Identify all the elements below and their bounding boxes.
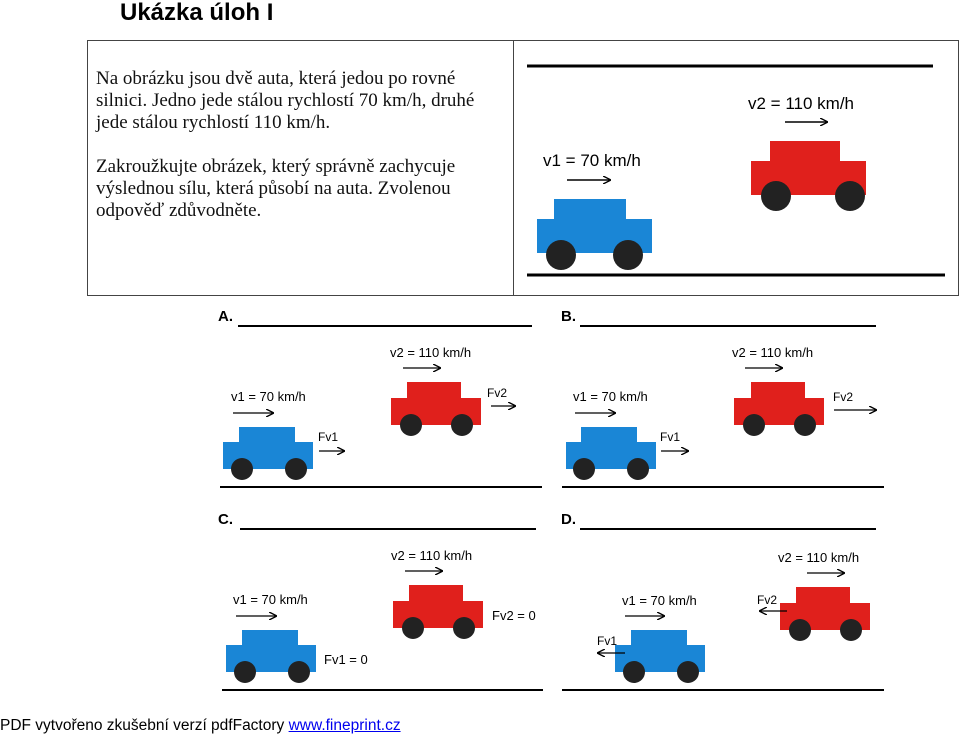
red-car xyxy=(393,585,483,639)
task-paragraph-1: Na obrázku jsou dvě auta, která jedou po rovné silnici. Jedno jede stálou rychlostí 70 km/h, druhé jede stálou rychlostí 110 km/h. xyxy=(96,68,475,133)
red-car xyxy=(391,382,481,436)
option-letter: B. xyxy=(561,308,576,325)
red-car xyxy=(780,587,870,641)
footer-link[interactable]: www.fineprint.cz xyxy=(288,717,401,734)
option-letter: A. xyxy=(218,308,233,325)
option-v1-label: v1 = 70 km/h xyxy=(573,389,648,404)
option-b[interactable] xyxy=(561,308,884,487)
option-v2-label: v2 = 110 km/h xyxy=(390,345,472,360)
option-v1-label: v1 = 70 km/h xyxy=(622,593,697,608)
blue-car xyxy=(566,427,656,480)
option-f2-label: Fv2 xyxy=(757,593,778,607)
option-v2-label: v2 = 110 km/h xyxy=(778,550,860,565)
red-car xyxy=(734,382,824,436)
blue-car xyxy=(226,630,316,683)
main-v2-label: v2 = 110 km/h xyxy=(748,94,854,113)
option-f2-label: Fv2 xyxy=(833,390,854,404)
main-figure xyxy=(527,66,945,275)
option-f1-label: Fv1 xyxy=(318,430,339,444)
task-paragraph-2: Zakroužkujte obrázek, který správně zachycuje výslednou sílu, která působí na auta. Zvolenou odpověď zdůvodněte. xyxy=(96,156,456,221)
blue-car xyxy=(615,630,705,683)
option-d[interactable] xyxy=(561,511,884,690)
option-v1-label: v1 = 70 km/h xyxy=(233,592,308,607)
option-f1-label: Fv1 xyxy=(597,634,618,648)
page-title: Ukázka úloh I xyxy=(120,0,274,26)
option-f1-label: Fv1 xyxy=(660,430,681,444)
blue-car xyxy=(223,427,313,480)
option-f1-label: Fv1 = 0 xyxy=(324,652,368,667)
option-v2-label: v2 = 110 km/h xyxy=(732,345,814,360)
footer-text: PDF vytvořeno zkušební verzí pdfFactory xyxy=(0,717,289,734)
footer xyxy=(0,716,401,736)
option-letter: C. xyxy=(218,511,233,528)
main-red-car xyxy=(751,141,866,211)
option-f2-label: Fv2 xyxy=(487,386,508,400)
option-letter: D. xyxy=(561,511,576,528)
main-blue-car xyxy=(537,199,652,270)
option-f2-label: Fv2 = 0 xyxy=(492,608,536,623)
option-v1-label: v1 = 70 km/h xyxy=(231,389,306,404)
option-v2-label: v2 = 110 km/h xyxy=(391,548,473,563)
option-a[interactable] xyxy=(218,308,542,487)
main-v1-label: v1 = 70 km/h xyxy=(543,151,641,170)
option-c[interactable] xyxy=(218,511,543,690)
